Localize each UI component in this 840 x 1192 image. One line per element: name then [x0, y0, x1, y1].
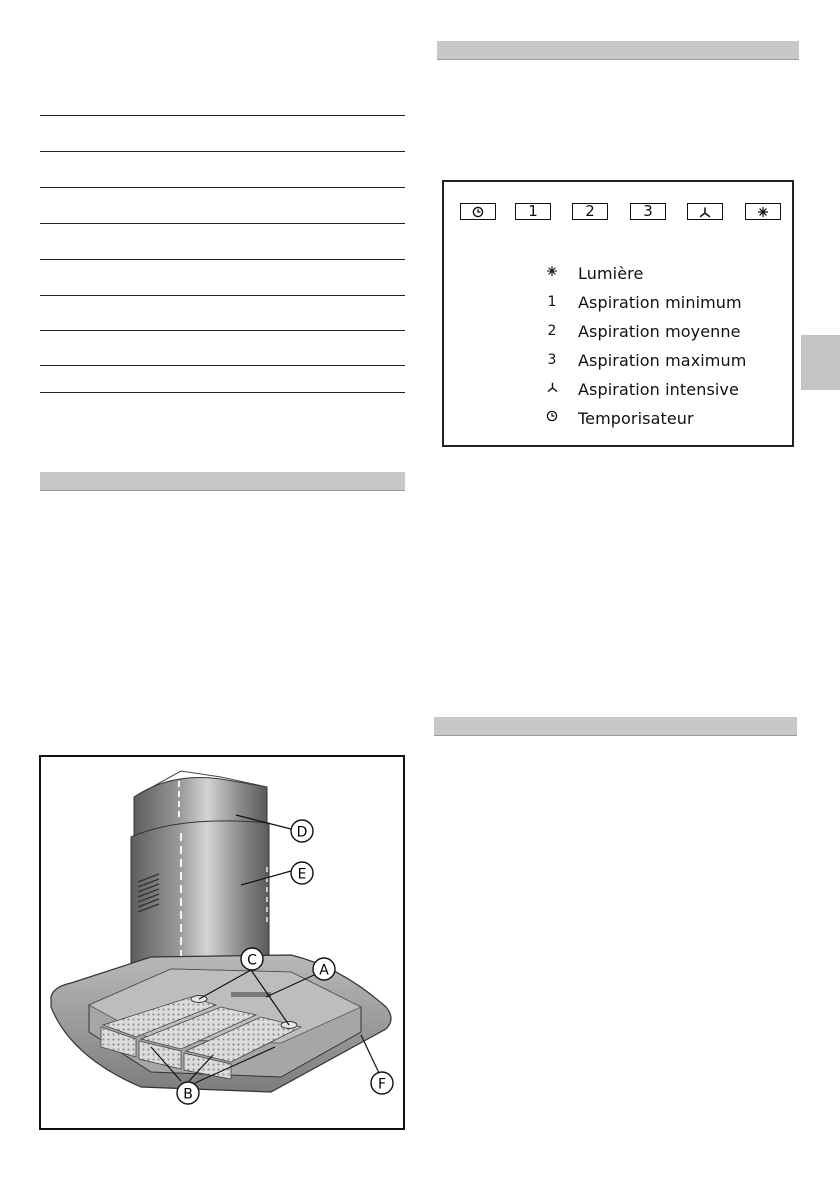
legend-symbol: 3	[547, 352, 557, 368]
section-heading-bar	[40, 472, 405, 491]
light-key	[745, 203, 781, 220]
table-rule	[40, 295, 405, 296]
light-icon	[546, 265, 558, 277]
timer-icon	[546, 410, 558, 422]
table-rule	[40, 330, 405, 331]
callout-f	[371, 1072, 393, 1094]
table-rule	[40, 187, 405, 188]
callout-label: C	[247, 952, 257, 969]
table-rule	[40, 151, 405, 152]
legend-row-speed-3	[540, 349, 746, 371]
legend-text: Aspiration moyenne	[578, 321, 741, 341]
speed-2-key: 2	[572, 203, 608, 220]
legend-symbol: 2	[547, 323, 557, 339]
legend-row-intensive	[540, 378, 739, 400]
legend-row-speed-2	[540, 320, 741, 342]
light-icon	[757, 206, 769, 218]
legend-row-speed-1	[540, 291, 742, 313]
legend-text: Temporisateur	[578, 408, 694, 428]
table-rule	[40, 223, 405, 224]
section-heading-bar	[437, 41, 799, 60]
callout-a	[313, 958, 335, 980]
callout-label: D	[296, 824, 308, 841]
control-panel-diagram	[442, 180, 794, 447]
intensive-icon	[546, 381, 559, 393]
speed-1-key: 1	[515, 203, 551, 220]
legend-text: Aspiration minimum	[578, 292, 742, 312]
callout-label: F	[377, 1076, 387, 1093]
intensive-key	[687, 203, 723, 220]
speed-3-key: 3	[630, 203, 666, 220]
legend-symbol: 1	[547, 294, 557, 310]
hood-drawing	[41, 757, 403, 1128]
callout-c	[241, 948, 263, 970]
legend-text: Aspiration intensive	[578, 379, 739, 399]
callout-label: B	[183, 1086, 193, 1103]
intensive-icon	[698, 206, 712, 218]
table-rule	[40, 365, 405, 366]
legend-row-timer	[540, 407, 694, 429]
section-heading-bar	[434, 717, 797, 736]
hood-illustration	[39, 755, 405, 1130]
callout-label: E	[297, 866, 307, 883]
legend-text: Aspiration maximum	[578, 350, 747, 370]
timer-key	[460, 203, 496, 220]
side-tab	[801, 335, 840, 390]
legend-text: Lumière	[578, 263, 644, 283]
table-rule	[40, 115, 405, 116]
callout-label: A	[319, 962, 329, 979]
legend-row-light	[540, 262, 643, 284]
timer-icon	[472, 206, 484, 218]
table-rule	[40, 259, 405, 260]
callout-d	[291, 820, 313, 842]
callout-b	[177, 1082, 199, 1104]
table-rule	[40, 392, 405, 393]
callout-e	[291, 862, 313, 884]
